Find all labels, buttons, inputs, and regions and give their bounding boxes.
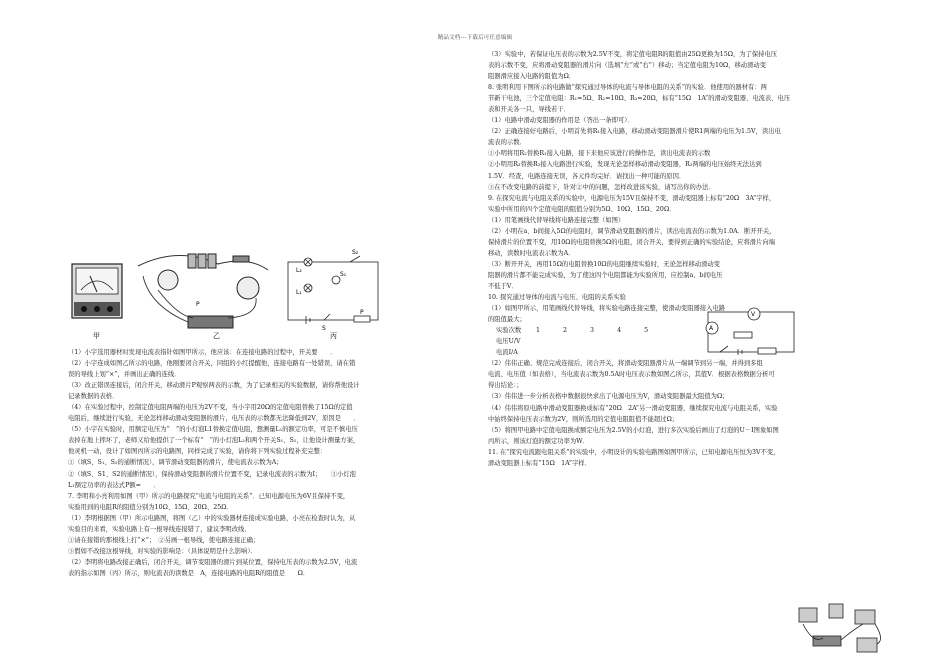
text-line: （3）断开开关，再用15Ω的电阻替换10Ω的电阻继续实验时，无论怎样移动滑动变 <box>488 260 720 268</box>
footer-apparatus-image <box>793 600 893 660</box>
text-line: （5）小宇在实验时，用额定电压为“ ”的小灯泡L1替换定值电阻，想测量L₁的额定功率，可是不慎电压 <box>68 426 358 434</box>
figure-yi-circuit <box>138 254 268 340</box>
text-line: 移动，读数时电流表示数为A． <box>488 249 575 257</box>
text-line: 不低于V． <box>488 282 518 290</box>
text-line: L₁额定功率的表达式P额= ． <box>68 481 160 489</box>
table-cell: 2 <box>563 327 568 335</box>
table-header-voltage: 电压U/V <box>496 338 521 346</box>
label-jia: 甲 <box>93 332 100 340</box>
text-line: （1）小宇选用器材时发现电流表指针如图甲所示，他应该：在连接电路的过程中，开关要 ． <box>68 349 337 356</box>
text-line: （5）将图甲电路中定值电阻换成额定电压为2.5V的小灯泡，进行多次实验后画出了灯泡的U－I图象如图 <box>488 426 779 434</box>
text-line: （4）伟伟将原电路中滑动变阻器换成标有“20Ω 2A”另一滑动变阻器，继续探究电流与电阻关系，实验 <box>488 404 778 412</box>
text-line: 11. 在“探究电流跟电阻关系”的实验中，小明设计的实验电路图如图甲所示，已知电源电压恒为3V不变， <box>488 448 780 456</box>
text-line: （2）李明将电路改接正确后，闭合开关，调节变阻器的滑片到某位置，保持电压表的示数为2.5V，电流 <box>68 558 358 566</box>
text-line: ③假如不改接这根导线，对实验的影响是：（具体说明是什么影响）． <box>68 547 257 555</box>
text-line: 他灵机一动，设计了如图丙所示的电路图，同样完成了实验，请你将下列实验过程补充完整： <box>68 448 327 456</box>
text-line: 记录数据的表格． <box>68 393 119 401</box>
left-column-text <box>68 347 468 579</box>
text-line: （2）小明在a、b间接入5Ω的电阻时，调节滑动变阻器的滑片，读出电流表的示数为1.0A．断开开关， <box>488 227 776 235</box>
table-cell: 1 <box>536 327 541 335</box>
circuit-diagram-q9 <box>698 302 802 364</box>
figure-jia-ammeter <box>72 264 122 340</box>
text-line: 实验目的来看，实验电路上有一根导线连接错了，建议李明改线． <box>68 525 251 533</box>
text-line: ①请在接错的那根线上打“×”； ②另画一根导线，使电路连接正确； <box>68 536 260 544</box>
text-line: ①小明将用R₂替换R₁接入电路，接下来他应该进行的操作是，读出电流表的示数 <box>488 150 711 158</box>
text-line: 节新干电池，三个定值电阻：R₁=5Ω、R₂=10Ω、R₃=20Ω，标有“15Ω 1A”的滑动变阻器、电流表、电压 <box>488 95 791 103</box>
figures-svg <box>68 246 388 346</box>
label-bing: 丙 <box>330 332 337 340</box>
label-p-bing: P <box>360 309 364 316</box>
table-cell: 4 <box>617 327 622 335</box>
text-line: 电阻后，继续进行实验，无论怎样移动滑动变阻器的滑片，电压表的示数都无法降低到2V，原因是 ． <box>68 415 360 423</box>
text-line: 8. 张明利用下图所示的电路做“探究通过导体的电流与导体电阻的关系”的实验．他使用的器材有：两 <box>488 84 767 92</box>
apparatus-svg <box>793 600 893 660</box>
text-line: 10. 探究通过导体的电流与电压、电阻的关系实验 <box>488 294 626 302</box>
text-line: 误的导线上划“×”，并画出正确的连线． <box>68 371 181 379</box>
text-line: ②（填S、S1、S2的通断情况），保持滑动变阻器的滑片位置不变，记录电流表的示数为I； ③小灯泡 <box>68 470 356 478</box>
label-l1: L₁ <box>296 289 302 296</box>
table-header-trials: 实验次数 <box>496 327 522 335</box>
text-line: 滑动变阻器上标有“15Ω 1A”字样． <box>488 459 591 467</box>
text-line: 表掉在地上摔坏了，老师又给他提供了一个标有“ ”的小灯泡L₂和两个开关S₁、S₂，让他设计测量方案， <box>68 437 360 445</box>
text-line: （1）李明根据图（甲）所示电路图，将图（乙）中的实验器材连接成实验电路，小亮在检查时认为，从 <box>68 514 356 522</box>
text-line: ①（填S、S₁、S₂的通断情况），调节滑动变阻器的滑片，使电流表示数为A； <box>68 459 283 467</box>
experiment-figures <box>68 246 388 346</box>
right-column-text <box>488 49 814 469</box>
text-line: （3）实验中，若保证电压表的示数为2.5V不变，将定值电阻R的阻值由25Ω更换为15Ω，为了保持电压 <box>488 51 778 58</box>
text-line: 电流、电压值（如表格），当电流表示数为0.5A时电压表示数如图乙所示，其值V．根据表格数据分析可 <box>488 371 775 379</box>
text-line: 的阻值最大； <box>488 316 526 324</box>
text-line: （1）用笔画线代替导线将电路连接完整（如图） <box>488 216 625 224</box>
text-line: （1）如图甲所示，用笔画线代替导线，将实验电路连接完整，使滑动变阻器接入电路 <box>488 305 725 313</box>
text-line: （4）在实验过程中，控制定值电阻两端的电压为2V不变，当小宇用20Ω的定值电阻替换了15Ω的定值 <box>68 404 353 412</box>
table-cell: 5 <box>644 327 649 335</box>
page-header: 精品文档---下载后可任意编辑 <box>437 35 513 41</box>
text-line: 7. 李明和小亮利用如图（甲）所示的电路探究“电流与电阻的关系”．已知电源电压为6V且保持不变， <box>68 492 350 500</box>
text-line: 得出结论：； <box>488 382 523 390</box>
voltmeter-icon: V <box>751 311 756 318</box>
text-line: 表的示数不变，应将滑动变阻器的滑片向（选填“左”或“右”）移动；当定值电阻为10Ω，移动滑动变 <box>488 62 766 70</box>
label-s1: S₁ <box>340 271 347 278</box>
text-line: （2）正确连接好电路后，小明首先将R₁接入电路，移动滑动变阻器滑片使R1两端的电压为1.5V，读出电 <box>488 128 781 136</box>
text-line: 流表的示数． <box>488 139 526 147</box>
text-line: 阻器滑应接入电路的阻值为Ω． <box>488 73 576 81</box>
text-line: （2）小宇连成如图乙所示的电路，他刚要闭合开关，同组的小红提醒他，连接电路有一处错误，请在错 <box>68 360 356 368</box>
text-line: （1）电路中滑动变阻器的作用是（答出一条即可）． <box>488 117 634 125</box>
text-line: ②小明用R₃替换R₂接入电路进行实验，发现无论怎样移动滑动变阻器，R₃两端的电压始终无法达到 <box>488 161 762 169</box>
text-line: ③在不改变电路的前提下，针对②中的问题，怎样改进该实验，请写出你的办法． <box>488 183 715 191</box>
label-s: S <box>322 325 326 332</box>
ammeter-icon: A <box>709 325 714 332</box>
label-p-yi: P <box>196 301 200 308</box>
text-line: 表和开关各一只，导线若干． <box>488 106 570 114</box>
text-line: 丙所示，则该灯泡的额定功率为W． <box>488 437 589 445</box>
text-line: 表的指示如图（丙）所示，则电流表的读数是 A，连接电路的电阻R的阻值是 Ω． <box>68 569 310 577</box>
text-line: 9. 在探究电流与电阻关系的实验中，电源电压为15V且保持不变，滑动变阻器上标有“20Ω 3A”字样， <box>488 194 776 202</box>
text-line: 阻器的滑片都不能完成实验，为了使这四个电阻都能为实验所用，应控制a、b间电压 <box>488 271 723 279</box>
text-line: （3）改正错误连接后，闭合开关，移动滑片P观察两表的示数，为了记录相关的实验数据，请你帮他设计 <box>68 382 360 390</box>
label-yi: 乙 <box>213 332 220 340</box>
label-s2: S₂ <box>352 249 359 256</box>
text-line: 保持滑片的位置不变，用10Ω的电阻替换5Ω的电阻，闭合开关，要得到正确的实验结论，应将滑片向端 <box>488 238 775 246</box>
text-line: 中始终保持电压表示数为2V，则所选用的定值电阻阻值不能超过Ω； <box>488 415 679 423</box>
text-line: 实验用到的电阻R的阻值分别为10Ω、15Ω、20Ω、25Ω． <box>68 503 233 511</box>
text-line: 1.5V．经查，电路连接无误，各元件均完好．请找出一种可能的原因． <box>488 172 686 180</box>
text-line: 实验中所用的四个定值电阻的阻值分别为5Ω、10Ω、15Ω、20Ω． <box>488 205 676 213</box>
table-cell: 3 <box>590 327 595 335</box>
label-l2: L₂ <box>296 267 302 274</box>
text-line: （3）伟伟进一步分析表格中数据很快求出了电源电压为V，滑动变阻器最大阻值为Ω； <box>488 393 729 401</box>
circuit-svg <box>698 302 802 364</box>
table-header-current: 电流I/A <box>496 349 518 357</box>
text-line: （2）伟伟正确、规范完成连接后，闭合开关，将滑动变阻器滑片从一端调节到另一端，并得到多组 <box>488 360 763 368</box>
